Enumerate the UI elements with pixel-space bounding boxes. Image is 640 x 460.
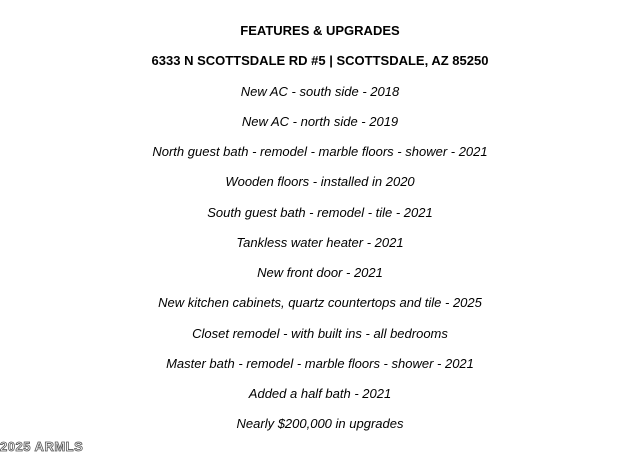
feature-item: New AC - south side - 2018 (240, 84, 400, 99)
watermark-text: 2025 ARMLS (0, 439, 84, 454)
feature-item: Wooden floors - installed in 2020 (225, 174, 415, 189)
feature-item: Closet remodel - with built ins - all bedrooms (192, 326, 448, 341)
feature-item: Master bath - remodel - marble floors - shower - 2021 (166, 356, 474, 371)
feature-item: Tankless water heater - 2021 (236, 235, 404, 250)
property-address: 6333 N SCOTTSDALE RD #5 | SCOTTSDALE, AZ 85250 (151, 53, 489, 68)
feature-item: South guest bath - remodel - tile - 2021 (207, 205, 433, 220)
feature-item: New AC - north side - 2019 (241, 114, 399, 129)
feature-item: North guest bath - remodel - marble floors - shower - 2021 (152, 144, 488, 159)
document-title: FEATURES & UPGRADES (240, 23, 400, 38)
copyright-watermark (0, 439, 83, 455)
upgrades-total: Nearly $200,000 in upgrades (236, 416, 404, 431)
feature-item: New kitchen cabinets, quartz countertops and tile - 2025 (158, 295, 482, 310)
feature-item: New front door - 2021 (257, 265, 383, 280)
feature-item: Added a half bath - 2021 (248, 386, 392, 401)
